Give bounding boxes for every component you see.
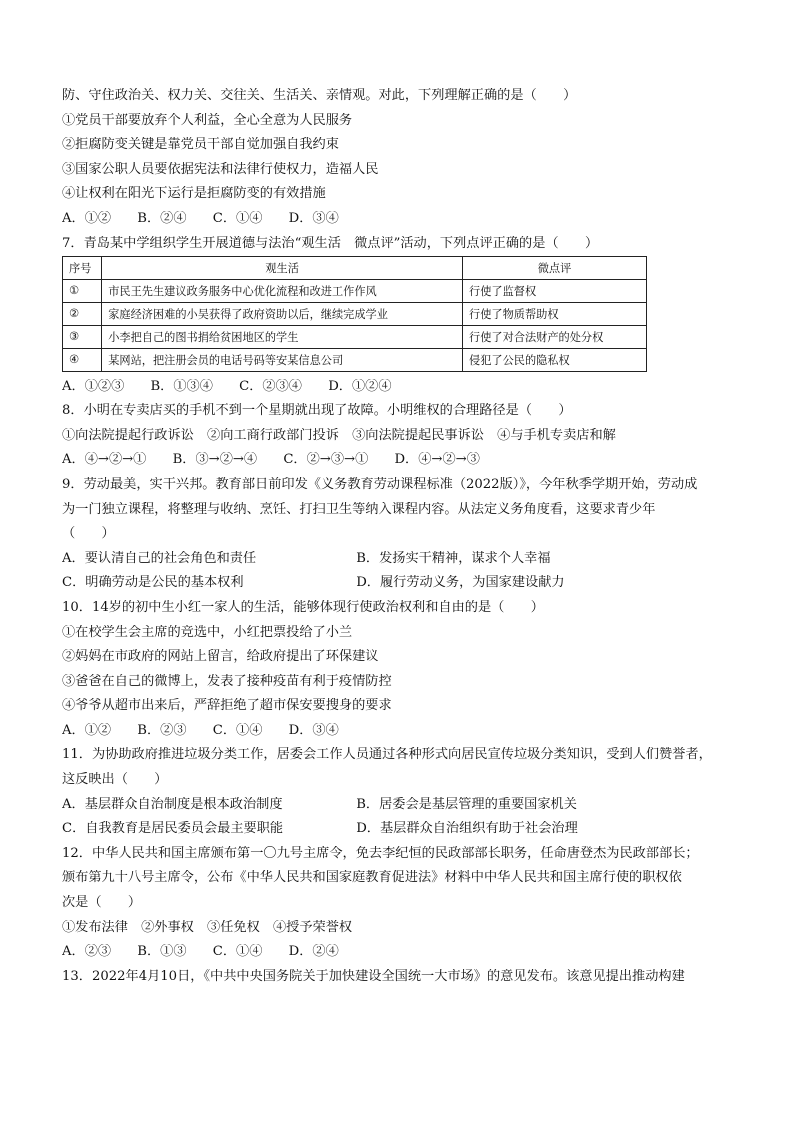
exam-page xyxy=(62,88,738,993)
q8-option-b: B．③→②→④ xyxy=(172,452,258,468)
q11-option-b: B．居委会是基层管理的重要国家机关 xyxy=(356,796,577,812)
q7-row-no: ② xyxy=(63,302,102,325)
q8-option-c: C．②→③→① xyxy=(283,452,369,468)
q8-items: ①向法院提起行政诉讼 ②向工商行政部门投诉 ③向法院提起民事诉讼 ④与手机专卖店和解 xyxy=(62,427,616,443)
q12-items: ①发布法律 ②外事权 ③任免权 ④授予荣誉权 xyxy=(62,919,353,935)
q9-option-b: B．发扬实干精神，谋求个人幸福 xyxy=(356,550,551,566)
q6-item-4: ④让权利在阳光下运行是拒腐防变的有效措施 xyxy=(62,186,326,202)
q6-option-c: C．①④ xyxy=(212,210,263,226)
q7-row-comment: 行使了对合法财产的处分权 xyxy=(463,325,647,348)
q7-header-comment: 微点评 xyxy=(463,256,647,279)
table-row xyxy=(63,279,647,302)
q10-option-a: A．①② xyxy=(62,722,112,738)
q12-stem-line-1: 12．中华人民共和国主席颁布第一〇九号主席令，免去李纪恒的民政部部长职务，任命唐登杰为民政部部长； xyxy=(62,845,699,861)
q7-header-no: 序号 xyxy=(63,256,102,279)
q13-stem-line-1: 13．2022年4月10日，《中共中央国务院关于加快建设全国统一大市场》的意见发布。该意见提出推动构建 xyxy=(62,968,685,984)
q7-row-life: 某网站，把注册会员的电话号码等安某信息公司 xyxy=(102,348,463,371)
q12-option-c: C．①④ xyxy=(212,944,263,960)
q8-option-a: A．④→②→① xyxy=(62,452,147,468)
q12-option-a: A．②③ xyxy=(62,944,112,960)
q11-stem-line-1: 11．为协助政府推进垃圾分类工作，居委会工作人员通过各种形式向居民宣传垃圾分类知识，受到人们赞誉者， xyxy=(62,747,712,763)
q7-option-d: D．①②④ xyxy=(328,378,392,394)
q7-option-a: A．①②③ xyxy=(62,378,125,394)
q11-option-c: C．自我教育是居民委员会最主要职能 xyxy=(62,821,284,837)
q9-options-row-2 xyxy=(62,575,738,591)
q6-item-2: ②拒腐防变关键是靠党员干部自觉加强自我约束 xyxy=(62,137,339,153)
q9-stem-line-2: 为一门独立课程，将整理与收纳、烹饪、打扫卫生等纳入课程内容。从法定义务角度看，这要求青少年 xyxy=(62,501,656,517)
q6-stem: 防、守住政治关、权力关、交往关、生活关、亲情观。对此，下列理解正确的是（ ） xyxy=(62,88,577,103)
q9-option-a: A．要认清自己的社会角色和责任 xyxy=(62,550,257,566)
q10-item-4: ④爷爷从超市出来后，严辞拒绝了超市保安要搜身的要求 xyxy=(62,698,392,714)
q10-option-d: D．③④ xyxy=(288,722,339,738)
table-row xyxy=(63,348,647,371)
table-row xyxy=(63,302,647,325)
q9-stem-line-3: （ ） xyxy=(62,526,115,542)
q10-option-c: C．①④ xyxy=(212,722,263,738)
q8-option-d: D．④→②→③ xyxy=(394,452,480,468)
q6-option-a: A．①② xyxy=(62,210,112,226)
q7-stem: 7．青岛某中学组织学生开展道德与法治“观生活 微点评”活动，下列点评正确的是（ ） xyxy=(62,235,599,251)
q11-stem-line-2: 这反映出（ ） xyxy=(62,772,168,788)
q7-row-no: ④ xyxy=(63,348,102,371)
q12-stem-line-3: 次是（ ） xyxy=(62,895,142,911)
q8-options xyxy=(62,452,738,468)
q7-row-life: 市民王先生建议政务服务中心优化流程和改进工作作风 xyxy=(102,279,463,302)
q7-options xyxy=(62,379,738,395)
q12-options xyxy=(62,944,738,960)
q7-row-comment: 行使了监督权 xyxy=(463,279,647,302)
q10-item-1: ①在校学生会主席的竞选中，小红把票投给了小兰 xyxy=(62,624,353,640)
q7-option-c: C．②③④ xyxy=(239,378,302,394)
q12-stem-line-2: 颁布第九十八号主席令，公布《中华人民共和国家庭教育促进法》材料中中华人民共和国主席行使的职权依 xyxy=(62,870,682,886)
q7-row-comment: 行使了物质帮助权 xyxy=(463,302,647,325)
q7-option-b: B．①③④ xyxy=(150,378,213,394)
q7-table xyxy=(62,256,647,372)
q10-stem: 10．14岁的初中生小红一家人的生活，能够体现行使政治权利和自由的是（ ） xyxy=(62,599,544,615)
q9-option-d: D．履行劳动义务，为国家建设献力 xyxy=(356,575,565,591)
q10-item-3: ③爸爸在自己的微博上，发表了接种疫苗有利于疫情防控 xyxy=(62,673,392,689)
q6-option-b: B．②④ xyxy=(137,210,187,226)
q7-table-header xyxy=(63,256,647,279)
q6-options xyxy=(62,211,738,227)
q6-item-1: ①党员干部要放弃个人利益，全心全意为人民服务 xyxy=(62,112,353,128)
q7-row-no: ① xyxy=(63,279,102,302)
q10-option-b: B．②③ xyxy=(137,722,187,738)
q10-item-2: ②妈妈在市政府的网站上留言，给政府提出了环保建议 xyxy=(62,649,379,665)
q7-header-life: 观生活 xyxy=(102,256,463,279)
table-row xyxy=(63,325,647,348)
q7-row-comment: 侵犯了公民的隐私权 xyxy=(463,348,647,371)
q8-stem: 8．小明在专卖店买的手机不到一个星期就出现了故障。小明维权的合理路径是（ ） xyxy=(62,403,572,419)
q9-options-row-1 xyxy=(62,551,738,567)
q7-row-no: ③ xyxy=(63,325,102,348)
q7-row-life: 小李把自己的图书捐给贫困地区的学生 xyxy=(102,325,463,348)
q9-stem-line-1: 9．劳动最美，实干兴邦。教育部日前印发《义务教育劳动课程标准（2022版）》，今年秋季学期开始，劳动成 xyxy=(62,476,698,492)
q11-option-a: A．基层群众自治制度是根本政治制度 xyxy=(62,796,283,812)
q9-option-c: C．明确劳动是公民的基本权利 xyxy=(62,575,244,591)
q12-option-d: D．②④ xyxy=(288,944,339,960)
q11-options-row-1 xyxy=(62,797,738,813)
q10-options xyxy=(62,723,738,739)
q11-option-d: D．基层群众自治组织有助于社会治理 xyxy=(356,821,578,837)
q12-option-b: B．①③ xyxy=(137,944,187,960)
q6-item-3: ③国家公职人员要依据宪法和法律行使权力，造福人民 xyxy=(62,161,379,177)
q6-option-d: D．③④ xyxy=(288,210,339,226)
q7-row-life: 家庭经济困难的小吴获得了政府资助以后，继续完成学业 xyxy=(102,302,463,325)
q11-options-row-2 xyxy=(62,821,738,837)
